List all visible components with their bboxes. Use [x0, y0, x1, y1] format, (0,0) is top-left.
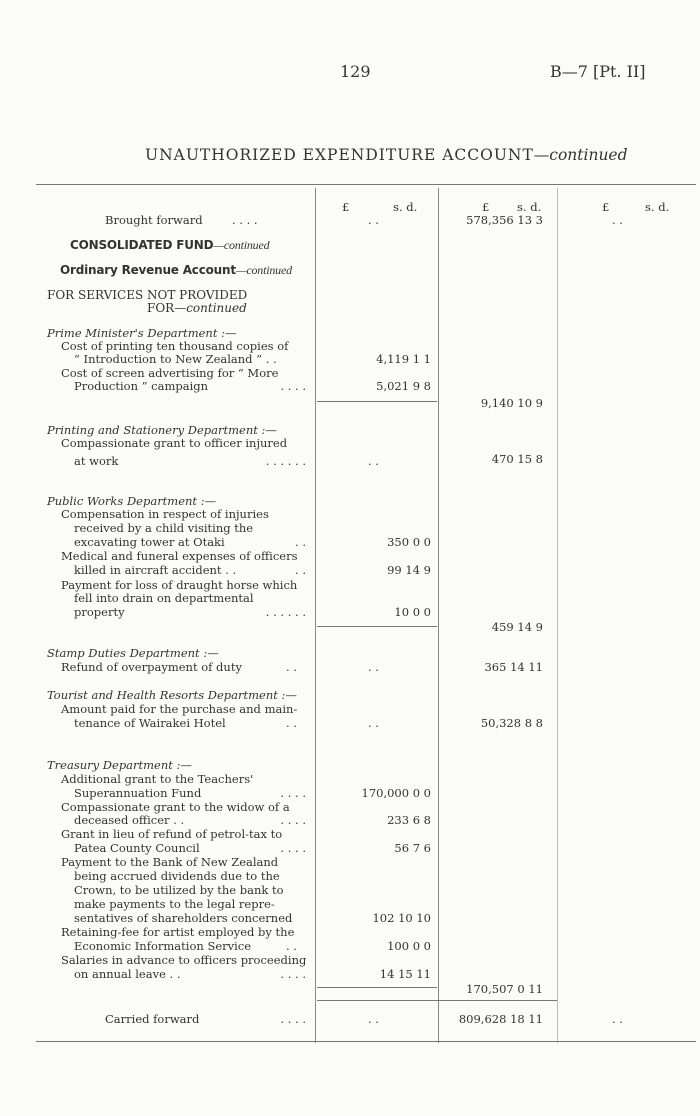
col3-sd-header: s. d. [645, 200, 670, 214]
carried-forward-rule [317, 1000, 557, 1001]
treasury-item6-amount: 14 15 11 [379, 967, 431, 981]
pw-subtotal-rule [317, 626, 437, 627]
pm-item1-line1: Cost of printing ten thousand copies of [61, 339, 289, 353]
pm-total: 9,140 10 9 [480, 396, 543, 410]
treasury-item4-amount: 102 10 10 [372, 911, 431, 925]
printing-line1: Compassionate grant to officer injured [61, 436, 288, 450]
pw-item1-line1: Compensation in respect of injuries [61, 507, 269, 521]
pw-item1-line3: excavating tower at Otaki [74, 535, 225, 549]
brought-forward-dots: . . . . [232, 213, 258, 227]
carried-forward-dots: . . . . [280, 1012, 306, 1026]
treasury-item6-line2: on annual leave . . [74, 967, 181, 981]
printing-col1: . . [368, 454, 379, 468]
printing-line2: at work [74, 454, 119, 468]
account-heading-text: Ordinary Revenue Account [60, 263, 236, 277]
fund-heading [70, 238, 269, 253]
treasury-item4-line5: sentatives of shareholders concerned [74, 911, 293, 925]
page-number: 129 [340, 62, 371, 81]
treasury-item2-line1: Compassionate grant to the widow of a [61, 800, 290, 814]
brought-forward-col1: . . [368, 213, 379, 227]
treasury-item2-amount: 233 6 8 [387, 813, 431, 827]
document-reference: B—7 [Pt. II] [550, 62, 646, 81]
brought-forward-col3: . . [612, 213, 623, 227]
col1-sd-header: s. d. [393, 200, 418, 214]
pw-item1-dots: . . [295, 535, 306, 549]
dept-printing-stationery: Printing and Stationery Department :— [47, 423, 277, 437]
treasury-item5-dots: . . [286, 939, 297, 953]
fund-heading-suffix: —continued [213, 238, 270, 252]
treasury-item3-amount: 56 7 6 [394, 841, 431, 855]
dept-treasury: Treasury Department :— [47, 758, 192, 772]
treasury-item5-line1: Retaining-fee for artist employed by the [61, 925, 295, 939]
brought-forward-col2: 578,356 13 3 [466, 213, 543, 227]
treasury-item4-line4: make payments to the legal repre- [74, 897, 275, 911]
services-heading-line2 [147, 301, 247, 315]
tourist-total: 50,328 8 8 [480, 716, 543, 730]
account-heading-suffix: —continued [235, 263, 292, 277]
pw-item3-dots: . . . . . . [265, 605, 306, 619]
col2-sd-header: s. d. [517, 200, 542, 214]
tourist-line1: Amount paid for the purchase and main- [61, 702, 298, 716]
pm-subtotal-rule [317, 401, 437, 402]
treasury-item6-dots: . . . . [280, 967, 306, 981]
pw-item1-amount: 350 0 0 [387, 535, 431, 549]
services-heading-for: FOR [147, 301, 175, 315]
treasury-item5-line2: Economic Information Service [74, 939, 252, 953]
services-heading-line1: FOR SERVICES NOT PROVIDED [47, 288, 248, 302]
treasury-item1-line1: Additional grant to the Teachers' [61, 772, 254, 786]
pw-item2-line2: killed in aircraft accident . . [74, 563, 237, 577]
col2-pound-header: £ [482, 200, 490, 214]
treasury-item2-line2: deceased officer . . [74, 813, 185, 827]
col3-pound-header: £ [602, 200, 610, 214]
pw-item1-line2: received by a child visiting the [74, 521, 254, 535]
pm-item2-line1: Cost of screen advertising for “ More [61, 366, 279, 380]
pm-item2-dots: . . . . [280, 379, 306, 393]
dept-public-works: Public Works Department :— [47, 494, 217, 508]
tourist-dots: . . [286, 716, 297, 730]
col1-pound-header: £ [342, 200, 350, 214]
pw-item2-dots: . . [295, 563, 306, 577]
treasury-item4-line1: Payment to the Bank of New Zealand [61, 855, 279, 869]
column-divider-2 [438, 188, 439, 1043]
carried-forward-label: Carried forward [105, 1012, 200, 1026]
table-top-rule [36, 184, 696, 185]
pm-item1-line2: “ Introduction to New Zealand ” . . [74, 352, 277, 366]
treasury-subtotal-rule [317, 987, 437, 988]
pw-item2-amount: 99 14 9 [387, 563, 431, 577]
title-suffix: —continued [533, 146, 628, 164]
stamp-total: 365 14 11 [484, 660, 543, 674]
column-divider-1 [315, 188, 316, 1043]
treasury-item2-dots: . . . . [280, 813, 306, 827]
brought-forward-label: Brought forward [105, 213, 203, 227]
treasury-item3-line2: Patea County Council [74, 841, 200, 855]
pm-item1-amount: 4,119 1 1 [376, 352, 431, 366]
printing-dots: . . . . . . [265, 454, 306, 468]
dept-stamp-duties: Stamp Duties Department :— [47, 646, 219, 660]
pw-item3-amount: 10 0 0 [394, 605, 431, 619]
stamp-dots: . . [286, 660, 297, 674]
dept-tourist-health-resorts: Tourist and Health Resorts Department :— [47, 688, 297, 702]
table-bottom-rule [36, 1041, 696, 1042]
stamp-col1: . . [368, 660, 379, 674]
pw-item3-line2: fell into drain on departmental [74, 591, 254, 605]
treasury-item5-amount: 100 0 0 [387, 939, 431, 953]
treasury-item1-dots: . . . . [280, 786, 306, 800]
treasury-total: 170,507 0 11 [466, 982, 543, 996]
services-heading-suffix: —continued [174, 301, 247, 315]
carried-forward-col2: 809,628 18 11 [458, 1012, 543, 1026]
treasury-item3-line1: Grant in lieu of refund of petrol-tax to [61, 827, 283, 841]
tourist-line2: tenance of Wairakei Hotel [74, 716, 226, 730]
pm-item2-amount: 5,021 9 8 [376, 379, 431, 393]
pw-item2-line1: Medical and funeral expenses of officers [61, 549, 298, 563]
dept-prime-minister: Prime Minister's Department :— [47, 326, 237, 340]
pw-item3-line3: property [74, 605, 125, 619]
treasury-item1-line2: Superannuation Fund [74, 786, 202, 800]
carried-forward-col3: . . [612, 1012, 623, 1026]
title-main: UNAUTHORIZED EXPENDITURE ACCOUNT [145, 146, 534, 164]
pw-item3-line1: Payment for loss of draught horse which [61, 578, 298, 592]
treasury-item4-line3: Crown, to be utilized by the bank to [74, 883, 284, 897]
stamp-line1: Refund of overpayment of duty [61, 660, 242, 674]
account-heading [60, 263, 292, 278]
treasury-item1-amount: 170,000 0 0 [361, 786, 431, 800]
treasury-item6-line1: Salaries in advance to officers proceeding [61, 953, 307, 967]
fund-heading-text: CONSOLIDATED FUND [70, 238, 214, 252]
page-title [145, 146, 628, 164]
printing-total: 470 15 8 [491, 452, 543, 466]
pm-item2-line2: Production ” campaign [74, 379, 209, 393]
column-divider-3 [557, 188, 558, 1043]
treasury-item3-dots: . . . . [280, 841, 306, 855]
tourist-col1: . . [368, 716, 379, 730]
treasury-item4-line2: being accrued dividends due to the [74, 869, 280, 883]
pw-total: 459 14 9 [491, 620, 543, 634]
carried-forward-col1: . . [368, 1012, 379, 1026]
